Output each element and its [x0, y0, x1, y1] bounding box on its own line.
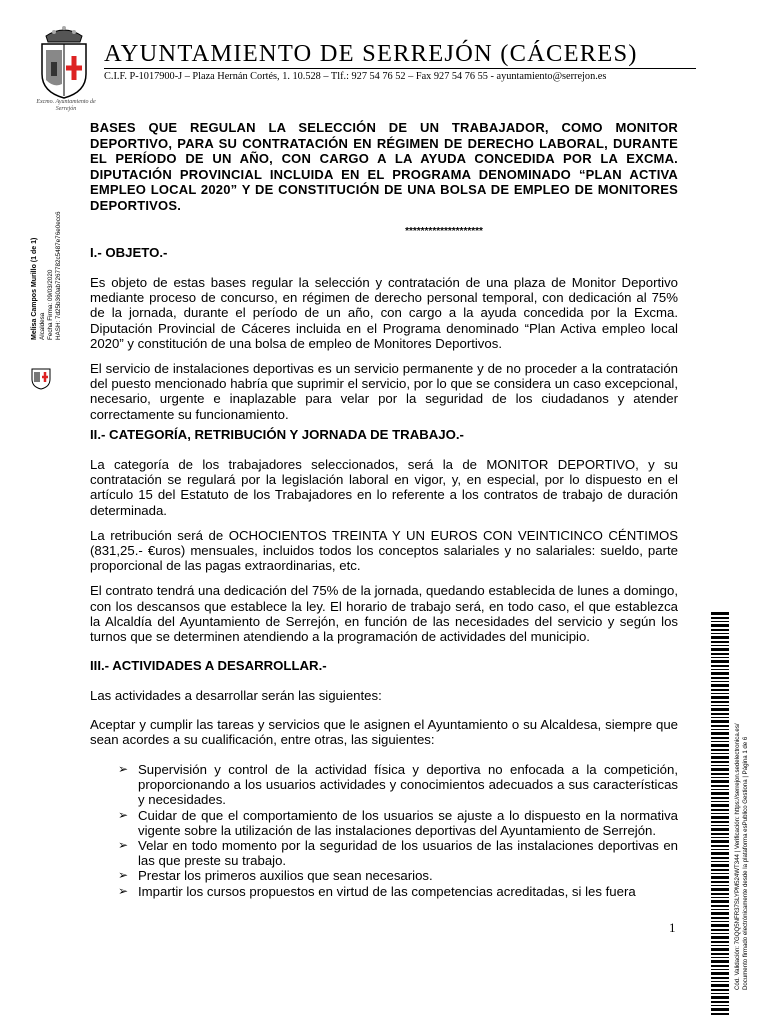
- section-2-paragraph-1: La categoría de los trabajadores seleccionados, será la de MONITOR DEPORTIVO, y su contratación se regulará por la legislación laboral en vigor, y, en especial, por lo dispuesto en el artículo 15 del Estatuto de los Trabajadores en lo referente a los contratos de trabajo de duración determinada.: [90, 457, 678, 518]
- section-1-heading: I.- OBJETO.-: [90, 244, 168, 260]
- signer-role: Alcaldesa: [39, 312, 46, 340]
- list-item: ➢ Velar en todo momento por la seguridad de los usuarios de las instalaciones deportivas en las que preste su trabajo.: [118, 838, 678, 868]
- page-number: 1: [669, 920, 676, 935]
- section-2-paragraph-3: El contrato tendrá una dedicación del 75% de la jornada, quedando establecida de lunes a domingo, con los descansos que establece la ley. El horario de trabajo será, en todo caso, el que establezca la Alcaldía del Ayuntamiento de Serrejón, en función de las necesidades del servicio y según los turnos que se determinen atendiendo a la programación de actividades del municipio.: [90, 583, 678, 645]
- signature-date: Fecha Firma: 09/03/2020: [47, 269, 54, 340]
- barcode: [711, 612, 729, 1016]
- verification-line-2: Documento firmado electrónicamente desde la plataforma esPublico Gestiona | Página 1 de 6: [742, 736, 749, 990]
- section-2-paragraph-2: La retribución será de OCHOCIENTOS TREINTA Y UN EUROS CON VEINTICINCO CÉNTIMOS (831,25.- €uros) mensuales, incluidos todos los conceptos salariales y no salariales: sueldo, parte proporcional de las pagas extraordinarias, etc.: [90, 527, 678, 574]
- header-title: AYUNTAMIENTO DE SERREJÓN (CÁCERES): [104, 40, 638, 67]
- signer-name: Melisa Campos Murillo (1 de 1): [31, 237, 38, 340]
- title-separator: ********************: [405, 225, 483, 237]
- document-title: BASES QUE REGULAN LA SELECCIÓN DE UN TRABAJADOR, COMO MONITOR DEPORTIVO, PARA SU CONTRATACIÓN EN RÉGIMEN DE DERECHO LABORAL, DURANTE EL PERÍODO DE UN AÑO, CON CARGO A LA AYUDA CONCEDIDA POR LA EXCMA. DIPUTACIÓN PROVINCIAL INCLUIDA EN EL PROGRAMA DENOMINADO “PLAN ACTIVA EMPLEO LOCAL 2020” Y DE CONSTITUCIÓN DE UNA BOLSA DE EMPLEO DE MONITORES DEPORTIVOS.: [90, 120, 678, 213]
- list-item: ➢ Supervisión y control de la actividad física y deportiva no enfocada a la competición, proporcionando a los usuarios actividades y conocimientos adecuados a sus características y necesidades.: [118, 762, 678, 808]
- section-1-paragraph-1: Es objeto de estas bases regular la selección y contratación de una plaza de Monitor Deportivo mediante proceso de concurso, en régimen de derecho personal temporal, con dedicación al 75% de la jornada, durante el período de un año, con cargo a la ayuda concedida por la Excma. Diputación Provincial de Cáceres incluida en el Programa denominado “Plan Activa empleo local 2020” y constitución de una bolsa de empleo de Monitores Deportivos.: [90, 274, 678, 351]
- document-body: [90, 120, 678, 899]
- crest-caption: Excmo. Ayuntamiento de Serrejón: [36, 99, 96, 112]
- section-1-paragraph-2: El servicio de instalaciones deportivas es un servicio permanente y de no proceder a la contratación del puesto mencionado habría que suprimir el servicio, por lo que se considera un caso excepcional, necesario, urgente e inaplazable para velar por la seguridad de los ciudadanos y atender correctamente su funcionamiento.: [90, 360, 678, 422]
- header-divider: [104, 68, 696, 69]
- list-item: ➢ Prestar los primeros auxilios que sean necesarios.: [118, 868, 678, 883]
- list-item: ➢ Cuidar de que el comportamiento de los usuarios se ajuste a lo dispuesto en la normativa vigente sobre la utilización de las instalaciones deportivas del Ayuntamiento de Serrejón.: [118, 808, 678, 838]
- list-item: ➢ Impartir los cursos propuestos en virtud de las competencias acreditadas, si les fuera: [118, 884, 678, 899]
- section-3-heading: III.- ACTIVIDADES A DESARROLLAR.-: [90, 658, 327, 674]
- section-2-heading: II.- CATEGORÍA, RETRIBUCIÓN Y JORNADA DE TRABAJO.-: [90, 426, 464, 442]
- signature-block: [30, 110, 70, 340]
- verification-text: [734, 650, 750, 990]
- signature-hash: HASH: 7d25b360ab7267782c5487e76e0ecc6: [55, 211, 62, 340]
- verification-line-1: Cód. Validación: 7GQQ5NFR37SLYPM524WT344 | Verificación: https://serrejon.sedelectronica.es/: [734, 723, 741, 990]
- section-3-paragraph-1: Las actividades a desarrollar serán las siguientes:: [90, 688, 382, 704]
- signature-seal-icon: [30, 365, 52, 391]
- section-3-paragraph-2: Aceptar y cumplir las tareas y servicios que le asignen el Ayuntamiento o su Alcaldesa, siempre que sean acordes a su cualificación, entre otras, las siguientes:: [90, 716, 678, 747]
- header-contact-info: C.I.F. P-1017900-J – Plaza Hernán Cortés, 1. 10.528 – Tlf.: 927 54 76 52 – Fax 927 54 76 55 - ayuntamiento@serrejon.es: [104, 71, 607, 82]
- activities-list: [90, 762, 678, 899]
